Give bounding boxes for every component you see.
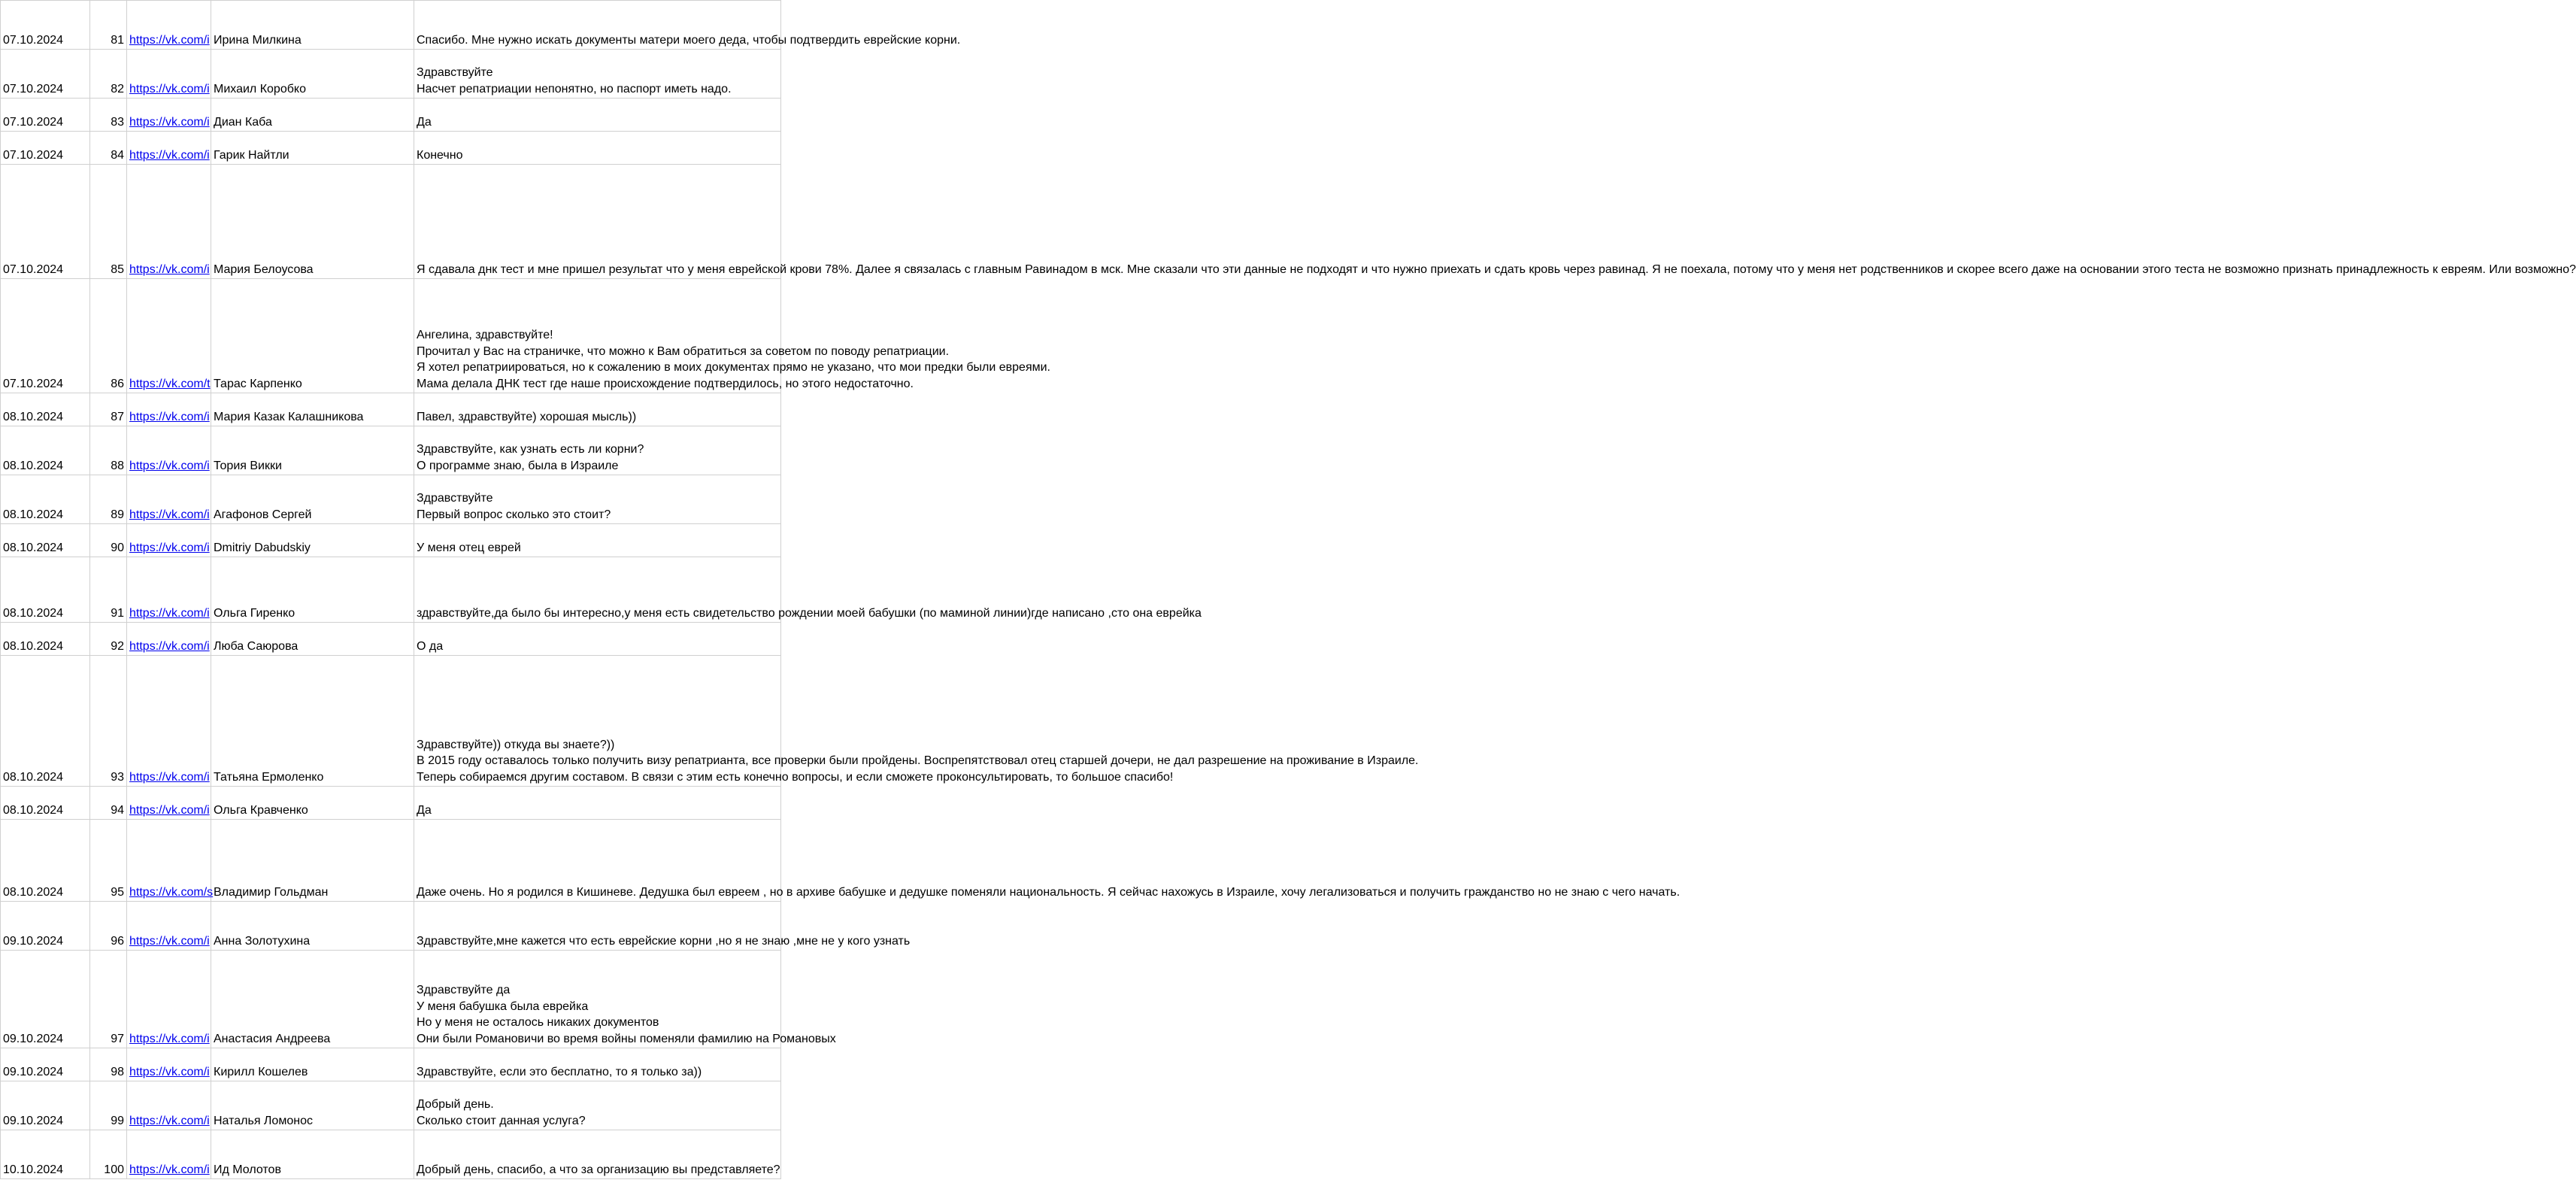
- message-line: Первый вопрос сколько это стоит?: [417, 508, 611, 522]
- date-cell[interactable]: 07.10.2024: [1, 279, 90, 393]
- date-cell[interactable]: 09.10.2024: [1, 1048, 90, 1081]
- number-cell[interactable]: 98: [90, 1048, 127, 1081]
- message-line: Здравствуйте: [417, 492, 493, 505]
- profile-link[interactable]: https://vk.com/i: [127, 165, 211, 279]
- table-row: [1, 426, 781, 475]
- name-cell[interactable]: Кирилл Кошелев: [211, 1048, 414, 1081]
- message-line: Сколько стоит данная услуга?: [417, 1115, 586, 1128]
- message-cell[interactable]: [414, 623, 781, 656]
- date-cell[interactable]: 07.10.2024: [1, 50, 90, 99]
- date-cell[interactable]: 08.10.2024: [1, 393, 90, 426]
- number-cell[interactable]: 82: [90, 50, 127, 99]
- message-line: Павел, здравствуйте) хорошая мысль)): [417, 411, 637, 424]
- date-cell[interactable]: 08.10.2024: [1, 524, 90, 557]
- profile-link[interactable]: https://vk.com/t: [127, 279, 211, 393]
- profile-link[interactable]: https://vk.com/s: [127, 820, 211, 902]
- name-cell[interactable]: Владимир Гольдман: [211, 820, 414, 902]
- number-cell[interactable]: 92: [90, 623, 127, 656]
- profile-link[interactable]: https://vk.com/i: [127, 524, 211, 557]
- profile-link[interactable]: https://vk.com/i: [127, 557, 211, 623]
- message-line: Даже очень. Но я родился в Кишиневе. Дедушка был евреем , но в архиве бабушке и дедушке поменяли национальность. Я сейчас нахожусь в Израиле, хочу легализоваться и получить гражданство но не знаю с чего начать.: [417, 886, 1680, 899]
- message-cell[interactable]: [414, 902, 911, 951]
- date-cell[interactable]: 09.10.2024: [1, 951, 90, 1048]
- number-cell[interactable]: 95: [90, 820, 127, 902]
- name-cell[interactable]: Анна Золотухина: [211, 902, 414, 951]
- date-cell[interactable]: 08.10.2024: [1, 475, 90, 524]
- message-line: Добрый день, спасибо, а что за организацию вы представляете?: [417, 1163, 780, 1177]
- table-row: [1, 524, 781, 557]
- name-cell[interactable]: Ид Молотов: [211, 1130, 414, 1179]
- profile-link[interactable]: https://vk.com/i: [127, 99, 211, 132]
- message-cell[interactable]: [414, 279, 1050, 393]
- message-line: Но у меня не осталось никаких документов: [417, 1016, 659, 1030]
- message-cell[interactable]: [414, 50, 781, 99]
- message-cell[interactable]: [414, 165, 2576, 279]
- date-cell[interactable]: 09.10.2024: [1, 1081, 90, 1130]
- number-cell[interactable]: 86: [90, 279, 127, 393]
- message-cell[interactable]: [414, 1, 961, 50]
- table-row: [1, 820, 781, 902]
- profile-link[interactable]: https://vk.com/i: [127, 1048, 211, 1081]
- number-cell[interactable]: 83: [90, 99, 127, 132]
- message-line: Я хотел репатриироваться, но к сожалению в моих документах прямо не указано, что мои предки были евреями.: [417, 361, 1050, 375]
- table-row: [1, 951, 781, 1048]
- table-body: [1, 1, 2576, 1179]
- table-row: [1, 99, 781, 132]
- name-cell[interactable]: Dmitriy Dabudskiy: [211, 524, 414, 557]
- table-row: [1, 132, 781, 165]
- message-line: Ангелина, здравствуйте!: [417, 328, 553, 341]
- message-line: Спасибо. Мне нужно искать документы матери моего деда, чтобы подтвердить еврейские корни.: [417, 34, 961, 47]
- name-cell[interactable]: Агафонов Сергей: [211, 475, 414, 524]
- name-cell[interactable]: Гарик Найтли: [211, 132, 414, 165]
- profile-link[interactable]: https://vk.com/i: [127, 787, 211, 820]
- number-cell[interactable]: 93: [90, 656, 127, 787]
- message-line: Да: [417, 116, 432, 129]
- name-cell[interactable]: Ирина Милкина: [211, 1, 414, 50]
- table-row: [1, 1130, 781, 1179]
- number-cell[interactable]: 85: [90, 165, 127, 279]
- message-cell[interactable]: [414, 524, 781, 557]
- profile-link[interactable]: https://vk.com/i: [127, 902, 211, 951]
- message-line: О программе знаю, была в Израиле: [417, 460, 619, 473]
- message-cell[interactable]: [414, 787, 781, 820]
- number-cell[interactable]: 96: [90, 902, 127, 951]
- message-line: Я сдавала днк тест и мне пришел результат что у меня еврейской крови 78%. Далее я связалась с главным Равинадом в мск. Мне сказали что эти данные не подходят и что нужно приехать и сдать кровь через равинад. Я не поехала, потому что у меня нет родственников и скорее всего даже на основании этого теста не возможно признать принадлежность к евреям. Или возможно?: [417, 263, 2576, 277]
- table-row: [1, 1081, 781, 1130]
- table-row: [1, 787, 781, 820]
- message-line: Здравствуйте, как узнать есть ли корни?: [417, 443, 644, 456]
- profile-link[interactable]: https://vk.com/i: [127, 1081, 211, 1130]
- table-row: [1, 557, 781, 623]
- message-line: Добрый день.: [417, 1098, 494, 1112]
- date-cell[interactable]: 08.10.2024: [1, 656, 90, 787]
- message-cell[interactable]: [414, 820, 1680, 902]
- table-row: [1, 50, 781, 99]
- message-line: В 2015 году оставалось только получить визу репатрианта, все проверки были пройдены. Воспрепятствовал отец старшей дочери, не дал разрешение на проживание в Израиле.: [417, 754, 1419, 768]
- message-line: О да: [417, 640, 444, 654]
- message-cell[interactable]: [414, 426, 781, 475]
- name-cell[interactable]: Анастасия Андреева: [211, 951, 414, 1048]
- number-cell[interactable]: 97: [90, 951, 127, 1048]
- table-row: [1, 656, 781, 787]
- profile-link[interactable]: https://vk.com/i: [127, 132, 211, 165]
- date-cell[interactable]: 10.10.2024: [1, 1130, 90, 1179]
- date-cell[interactable]: 07.10.2024: [1, 132, 90, 165]
- number-cell[interactable]: 89: [90, 475, 127, 524]
- date-cell[interactable]: 08.10.2024: [1, 787, 90, 820]
- date-cell[interactable]: 08.10.2024: [1, 623, 90, 656]
- message-line: Конечно: [417, 149, 463, 162]
- profile-link[interactable]: https://vk.com/i: [127, 1130, 211, 1179]
- message-cell[interactable]: [414, 951, 836, 1048]
- message-line: Да: [417, 804, 432, 817]
- message-line: Теперь собираемся другим составом. В связи с этим есть конечно вопросы, и если сможете проконсультировать, то большое спасибо!: [417, 771, 1174, 784]
- table-row: [1, 165, 781, 279]
- message-cell[interactable]: [414, 132, 781, 165]
- table-row: [1, 1, 781, 50]
- number-cell[interactable]: 87: [90, 393, 127, 426]
- message-cell[interactable]: [414, 656, 1419, 787]
- message-line: Здравствуйте: [417, 66, 493, 80]
- message-line: Здравствуйте, если это бесплатно, то я только за)): [417, 1066, 702, 1079]
- name-cell[interactable]: Мария Казак Калашникова: [211, 393, 414, 426]
- date-cell[interactable]: 09.10.2024: [1, 902, 90, 951]
- message-line: Здравствуйте да: [417, 983, 511, 996]
- profile-link[interactable]: https://vk.com/i: [127, 426, 211, 475]
- message-line: Прочитал у Вас на страничке, что можно к Вам обратиться за советом по поводу репатриации.: [417, 344, 950, 358]
- name-cell[interactable]: Татьяна Ермоленко: [211, 656, 414, 787]
- date-cell[interactable]: 08.10.2024: [1, 820, 90, 902]
- profile-link[interactable]: https://vk.com/i: [127, 50, 211, 99]
- name-cell[interactable]: Наталья Ломонос: [211, 1081, 414, 1130]
- table-row: [1, 623, 781, 656]
- message-line: Здравствуйте,мне кажется что есть еврейские корни ,но я не знаю ,мне не у кого узнать: [417, 935, 911, 948]
- message-cell[interactable]: [414, 393, 781, 426]
- message-line: Мама делала ДНК тест где наше происхождение подтвердилось, но этого недостаточно.: [417, 378, 914, 391]
- date-cell[interactable]: 07.10.2024: [1, 165, 90, 279]
- number-cell[interactable]: 84: [90, 132, 127, 165]
- message-line: Насчет репатриации непонятно, но паспорт иметь надо.: [417, 83, 732, 96]
- table-row: [1, 279, 781, 393]
- number-cell[interactable]: 81: [90, 1, 127, 50]
- table-row: [1, 475, 781, 524]
- profile-link[interactable]: https://vk.com/i: [127, 475, 211, 524]
- date-cell[interactable]: 07.10.2024: [1, 99, 90, 132]
- table-row: [1, 1048, 781, 1081]
- name-cell[interactable]: Люба Саюрова: [211, 623, 414, 656]
- profile-link[interactable]: https://vk.com/i: [127, 623, 211, 656]
- profile-link[interactable]: https://vk.com/i: [127, 1, 211, 50]
- name-cell[interactable]: Ольга Гиренко: [211, 557, 414, 623]
- number-cell[interactable]: 91: [90, 557, 127, 623]
- name-cell[interactable]: Тарас Карпенко: [211, 279, 414, 393]
- message-line: У меня отец еврей: [417, 541, 521, 555]
- name-cell[interactable]: Ольга Кравченко: [211, 787, 414, 820]
- message-cell[interactable]: [414, 1048, 781, 1081]
- number-cell[interactable]: 90: [90, 524, 127, 557]
- number-cell[interactable]: 88: [90, 426, 127, 475]
- number-cell[interactable]: 100: [90, 1130, 127, 1179]
- date-cell[interactable]: 08.10.2024: [1, 557, 90, 623]
- number-cell[interactable]: 94: [90, 787, 127, 820]
- message-line: здравствуйте,да было бы интересно,у меня есть свидетельство рождении моей бабушки (по маминой линии)где написано ,сто она еврейка: [417, 607, 1202, 620]
- message-cell[interactable]: [414, 557, 1202, 623]
- profile-link[interactable]: https://vk.com/i: [127, 951, 211, 1048]
- message-cell[interactable]: [414, 99, 781, 132]
- date-cell[interactable]: 07.10.2024: [1, 1, 90, 50]
- table-row: [1, 393, 781, 426]
- message-line: У меня бабушка была еврейка: [417, 999, 589, 1013]
- table-row: [1, 902, 781, 951]
- message-cell[interactable]: [414, 1081, 781, 1130]
- message-line: Они были Романовичи во время войны поменяли фамилию на Романовых: [417, 1033, 836, 1046]
- name-cell[interactable]: Диан Каба: [211, 99, 414, 132]
- name-cell[interactable]: Мария Белоусова: [211, 165, 414, 279]
- number-cell[interactable]: 99: [90, 1081, 127, 1130]
- name-cell[interactable]: Тория Викки: [211, 426, 414, 475]
- message-cell[interactable]: [414, 475, 781, 524]
- profile-link[interactable]: https://vk.com/i: [127, 656, 211, 787]
- date-cell[interactable]: 08.10.2024: [1, 426, 90, 475]
- profile-link[interactable]: https://vk.com/i: [127, 393, 211, 426]
- message-cell[interactable]: [414, 1130, 781, 1179]
- name-cell[interactable]: Михаил Коробко: [211, 50, 414, 99]
- message-line: Здравствуйте)) откуда вы знаете?)): [417, 738, 615, 751]
